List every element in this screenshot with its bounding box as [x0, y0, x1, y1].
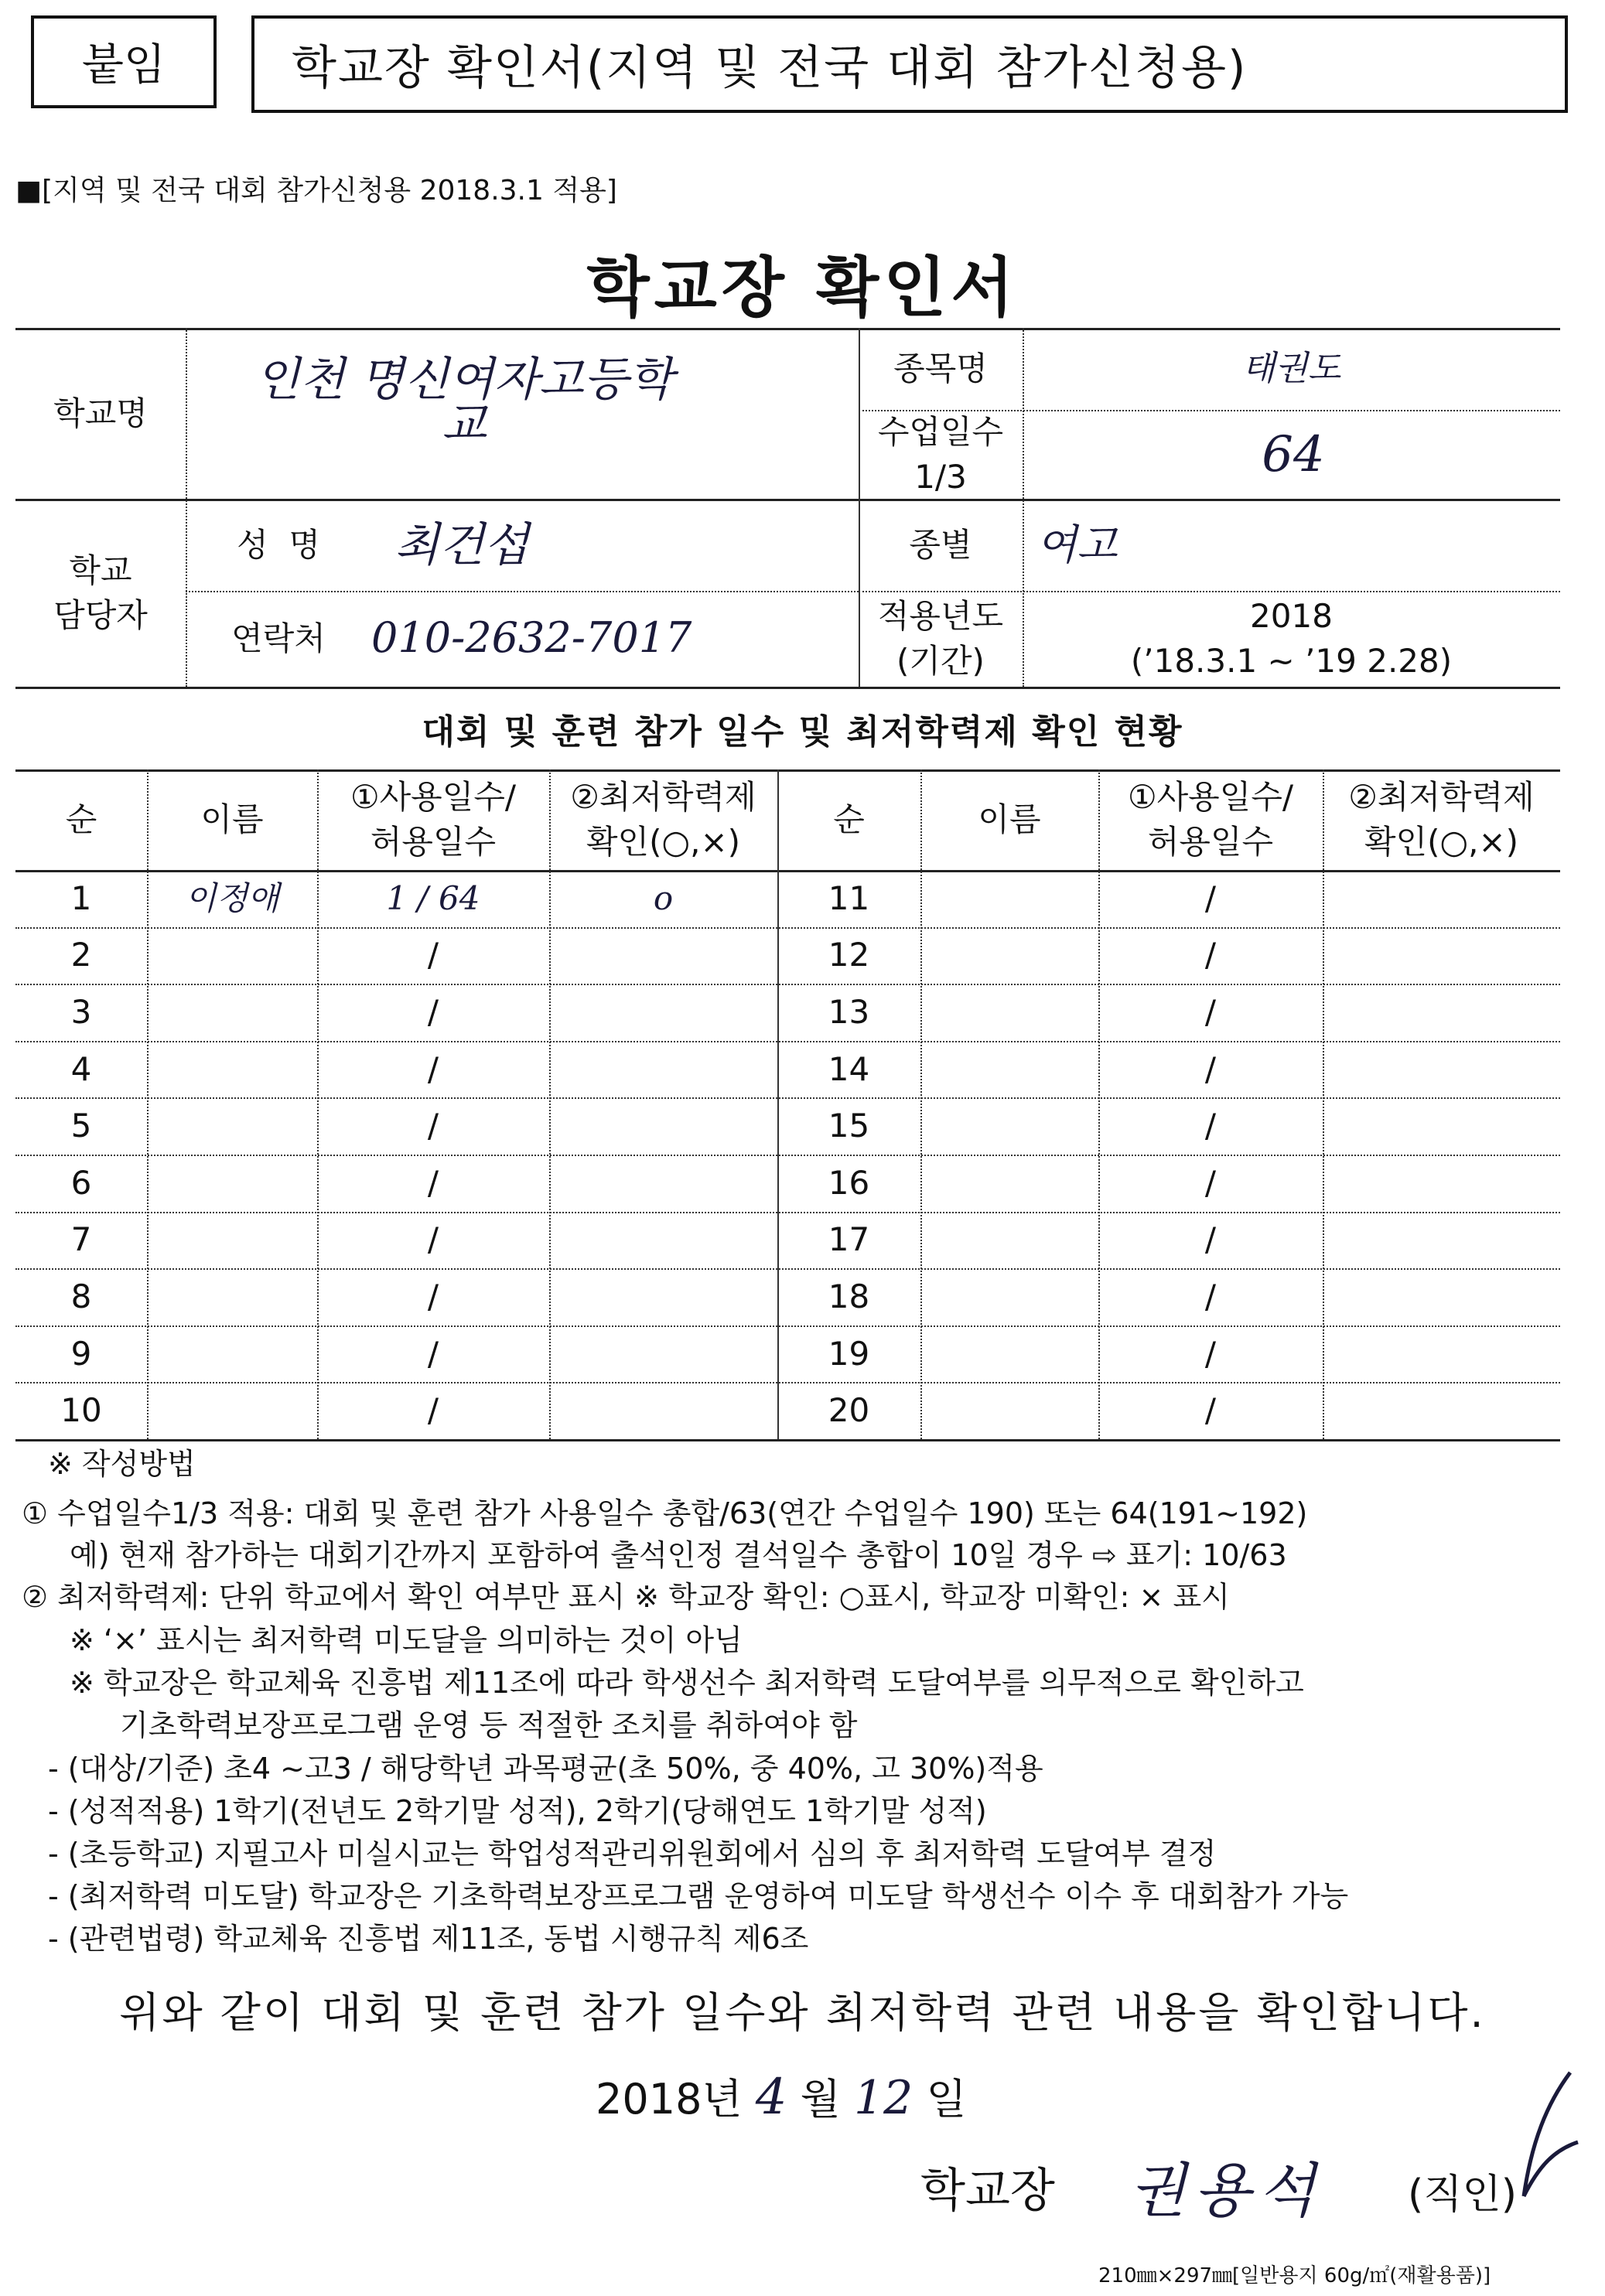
header-check-text: ②최저학력제 [570, 778, 756, 816]
table-cell-name [920, 984, 1098, 1041]
table-cell-check: o [653, 878, 674, 917]
table-cell-days: / [1204, 1277, 1217, 1315]
table-cell-num: 4 [70, 1049, 92, 1088]
apply-year-value [1023, 591, 1560, 687]
table-cell-name [920, 1325, 1098, 1383]
table-cell-days: / [427, 1107, 439, 1145]
gender-label: 종별 [909, 525, 972, 564]
table-cell-check [549, 1325, 777, 1383]
table-cell-num: 15 [828, 1107, 870, 1145]
table-cell-check [549, 1097, 777, 1155]
table-cell-num: 18 [828, 1277, 870, 1315]
table-cell-name [920, 1155, 1098, 1212]
header-num [777, 769, 920, 870]
table-cell-num: 16 [828, 1163, 870, 1202]
table-cell-num: 5 [70, 1107, 92, 1145]
apply-year-value-line2: (’18.3.1 ~ ’19 2.28) [1130, 642, 1453, 680]
event-value: 태권도 [1241, 349, 1341, 388]
table-cell-check [1323, 1155, 1560, 1212]
header-days-text: ①사용일수/ [350, 778, 517, 816]
staff-label [15, 499, 186, 687]
notes-title: ※ 작성방법 [48, 1447, 196, 1481]
note-grades: - (성적적용) 1학기(전년도 2학기말 성적), 2학기(당해연도 1학기말 성적) [48, 1794, 987, 1828]
table-cell-days: / [427, 992, 439, 1031]
table-cell-check [1323, 1325, 1560, 1383]
header-num-text: 순 [833, 800, 865, 838]
table-cell-name [920, 1212, 1098, 1269]
subheader: ■[지역 및 전국 대회 참가신청용 2018.3.1 적용] [15, 175, 617, 206]
note-1: ① 수업일수1/3 적용: 대회 및 훈련 참가 사용일수 총합/63(연간 수업일수 190) 또는 64(191~192) [22, 1496, 1308, 1530]
table-cell-days: / [1204, 1049, 1217, 1088]
table-cell-check [1323, 984, 1560, 1041]
seal-text: (직인) [1408, 2171, 1518, 2218]
note-law: - (관련법령) 학교체육 진흥법 제11조, 동법 시행규칙 제6조 [48, 1922, 809, 1956]
table-cell-name [147, 1041, 317, 1098]
header-check-text: 확인(○,×) [1364, 823, 1519, 861]
header-title: 학교장 확인서(지역 및 전국 대회 참가신청용) [292, 41, 1248, 95]
table-cell-num: 13 [828, 992, 870, 1031]
table-cell-days: / [1204, 1391, 1217, 1430]
table-cell-name [920, 1097, 1098, 1155]
table-cell-days: / [1204, 992, 1217, 1031]
date-month-unit: 월 [800, 2075, 841, 2124]
header-num [15, 769, 147, 870]
table-cell-num: 7 [70, 1220, 92, 1259]
attachment-label-box [31, 15, 217, 108]
table-cell-name [147, 1382, 317, 1439]
table-cell-name [147, 1325, 317, 1383]
header-name-text: 이름 [978, 800, 1041, 838]
table-cell-check [549, 927, 777, 984]
header-num-text: 순 [65, 800, 97, 838]
class-days-label-line1: 수업일수 [877, 412, 1004, 451]
date-day-unit: 일 [926, 2075, 967, 2124]
table-cell-days: / [1204, 936, 1217, 974]
table-cell-days: / [1204, 1334, 1217, 1373]
apply-year-label-line1: 적용년도 [877, 597, 1004, 635]
table-cell-check [1323, 927, 1560, 984]
table-cell-check [1323, 1268, 1560, 1325]
header-title-box [251, 15, 1568, 113]
table-cell-check [1323, 1382, 1560, 1439]
header-name [147, 769, 317, 870]
table-cell-check [549, 1382, 777, 1439]
apply-year-label-line2: (기간) [896, 642, 985, 680]
table-cell-num: 8 [70, 1277, 92, 1315]
table-cell-days: / [427, 936, 439, 974]
note-2-remark-1: ※ ‘×’ 표시는 최저학력 미도달을 의미하는 것이 아님 [70, 1623, 743, 1657]
table-cell-name [147, 1268, 317, 1325]
staff-label-line1: 학교 [69, 551, 132, 589]
table-cell-days: / [427, 1049, 439, 1088]
table-cell-check [1323, 1097, 1560, 1155]
apply-year-value-line1: 2018 [1250, 597, 1333, 635]
note-2-remark-2: ※ 학교장은 학교체육 진흥법 제11조에 따라 학생선수 최저학력 도달여부를 의무적으로 확인하고 [70, 1666, 1304, 1700]
table-cell-days: / [1204, 878, 1217, 917]
table-cell-days: / [1204, 1163, 1217, 1202]
table-cell-days: / [1204, 1107, 1217, 1145]
date-year: 2018년 [596, 2075, 743, 2124]
table-cell-num: 9 [70, 1334, 92, 1373]
apply-year-label [859, 591, 1023, 687]
attachment-label: 붙임 [81, 40, 166, 90]
table-cell-num: 14 [828, 1049, 870, 1088]
table-cell-days: / [427, 1220, 439, 1259]
header-days-text: 허용일수 [1147, 823, 1274, 861]
table-cell-num: 20 [828, 1391, 870, 1430]
header-days [317, 769, 549, 870]
table-cell-num: 19 [828, 1334, 870, 1373]
note-1-example: 예) 현재 참가하는 대회기간까지 포함하여 출석인정 결석일수 총합이 10일 경우 ⇨ 표기: 10/63 [70, 1538, 1287, 1572]
note-not-reached: - (최저학력 미도달) 학교장은 기초학력보장프로그램 운영하여 미도달 학생선수 이수 후 대회참가 가능 [48, 1879, 1349, 1913]
table-cell-name [147, 984, 317, 1041]
issue-date [596, 2066, 967, 2126]
table-cell-name: 이정애 [185, 878, 279, 917]
table-cell-check [549, 984, 777, 1041]
staff-label-line2: 담당자 [53, 595, 148, 634]
table-cell-check [549, 1155, 777, 1212]
table-cell-name [147, 1212, 317, 1269]
note-2-remark-2-cont: 기초학력보장프로그램 운영 등 적절한 조치를 취하여야 함 [120, 1708, 858, 1742]
table-cell-num: 1 [70, 878, 92, 917]
table-cell-days: / [1204, 1220, 1217, 1259]
school-name-value: 인천 명신여자고등학교 [254, 353, 674, 452]
staff-name-value: 최건섭 [394, 518, 529, 572]
table-cell-days: 1 / 64 [386, 878, 480, 917]
class-days-label-line2: 1/3 [914, 457, 967, 496]
table-cell-name [920, 1268, 1098, 1325]
table-cell-num: 2 [70, 936, 92, 974]
table-cell-name [920, 870, 1098, 927]
table-cell-num: 6 [70, 1163, 92, 1202]
table-cell-num: 3 [70, 992, 92, 1031]
table-bottom-border [15, 1439, 1560, 1441]
staff-name-label: 성 명 [237, 525, 320, 564]
table-cell-name [920, 1041, 1098, 1098]
table-cell-name [920, 927, 1098, 984]
table-cell-name [920, 1382, 1098, 1439]
form-title: 학교장 확인서 [586, 250, 1019, 326]
header-check [1323, 769, 1560, 870]
table-cell-days: / [427, 1334, 439, 1373]
header-days [1098, 769, 1323, 870]
event-label: 종목명 [893, 350, 988, 387]
header-days-text: ①사용일수/ [1127, 778, 1294, 816]
info-bottom-border [15, 687, 1560, 689]
header-check-text: 확인(○,×) [586, 823, 741, 861]
header-days-text: 허용일수 [370, 823, 497, 861]
table-cell-check [1323, 1212, 1560, 1269]
class-days-value: 64 [1262, 425, 1325, 483]
table-cell-check [549, 1041, 777, 1098]
table-cell-num: 11 [828, 878, 870, 917]
date-day: 12 [854, 2071, 913, 2125]
header-name [920, 769, 1098, 870]
contact-label: 연락처 [231, 619, 326, 657]
header-name-text: 이름 [200, 800, 264, 838]
section-title: 대회 및 훈련 참가 일수 및 최저학력제 확인 현황 [422, 712, 1183, 752]
principal-label: 학교장 [920, 2164, 1055, 2218]
table-cell-days: / [427, 1163, 439, 1202]
table-cell-check [549, 1268, 777, 1325]
table-cell-num: 10 [60, 1391, 102, 1430]
table-cell-name [147, 1097, 317, 1155]
gender-value: 여고 [1036, 520, 1118, 569]
table-cell-days: / [427, 1391, 439, 1430]
confirmation-statement: 위와 같이 대회 및 훈련 참가 일수와 최저학력 관련 내용을 확인합니다. [119, 1988, 1486, 2037]
school-name-label: 학교명 [53, 394, 148, 432]
table-cell-check [1323, 1041, 1560, 1098]
table-cell-name [147, 927, 317, 984]
principal-signature: 권용석 [1129, 2156, 1323, 2225]
paper-spec-footer: 210㎜×297㎜[일반용지 60g/㎡(재활용품)] [1098, 2264, 1491, 2287]
table-cell-num: 12 [828, 936, 870, 974]
table-cell-name [147, 1155, 317, 1212]
table-cell-num: 17 [828, 1220, 870, 1259]
note-2: ② 최저학력제: 단위 학교에서 확인 여부만 표시 ※ 학교장 확인: ○표시, 학교장 미확인: × 표시 [22, 1580, 1230, 1614]
table-cell-days: / [427, 1277, 439, 1315]
note-criteria: - (대상/기준) 초4 ~고3 / 해당학년 과목평균(초 50%, 중 40%, 고 30%)적용 [48, 1752, 1043, 1786]
table-cell-check [1323, 870, 1560, 927]
contact-value: 010-2632-7017 [371, 613, 692, 662]
table-cell-check [549, 1212, 777, 1269]
date-month: 4 [755, 2069, 787, 2126]
header-check [549, 769, 777, 870]
signature-flourish [1454, 2057, 1593, 2212]
header-check-text: ②최저학력제 [1348, 778, 1535, 816]
note-elementary: - (초등학교) 지필고사 미실시교는 학업성적관리위원회에서 심의 후 최저학력 도달여부 결정 [48, 1837, 1217, 1871]
class-days-label [859, 410, 1023, 499]
